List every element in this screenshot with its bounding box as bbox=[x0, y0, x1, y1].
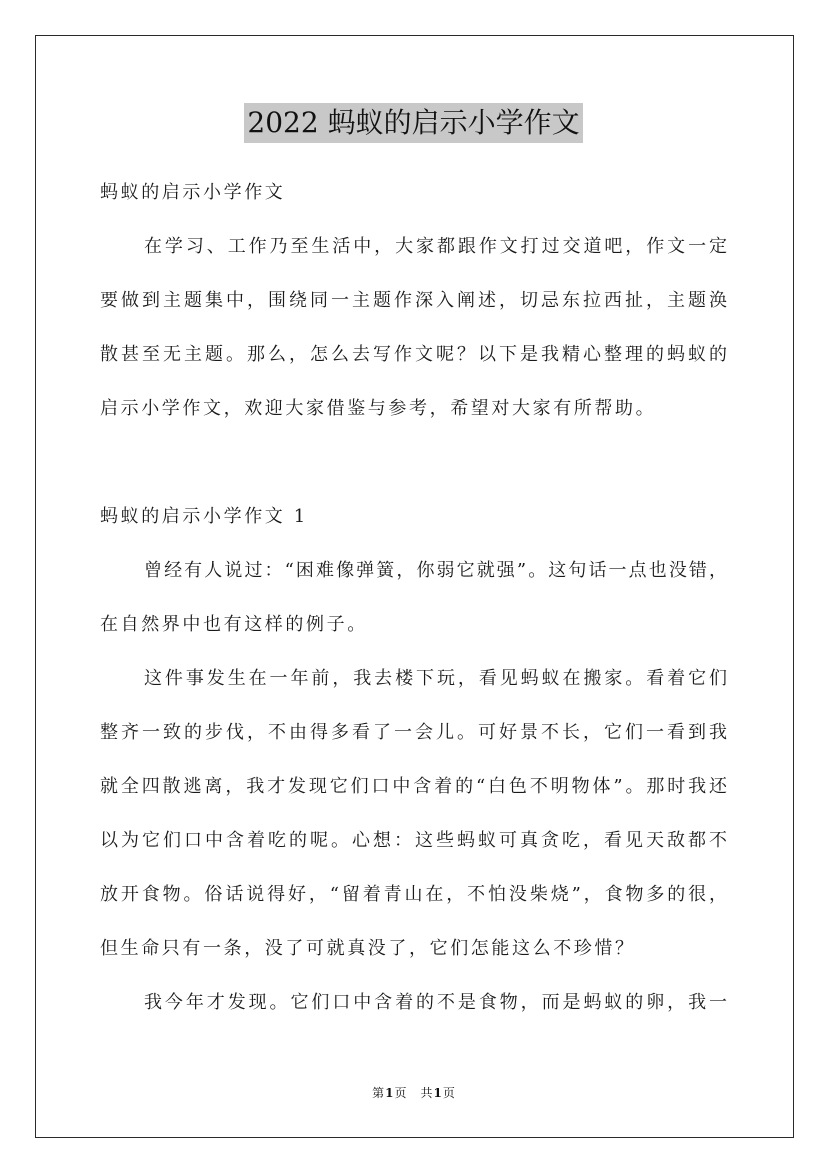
essay-heading: 蚂蚁的启示小学作文 1 bbox=[100, 506, 308, 527]
paragraph-line: 这件事发生在一年前，我去楼下玩，看见蚂蚁在搬家。看着它们 bbox=[144, 668, 727, 689]
paragraph-line: 整齐一致的步伐，不由得多看了一会儿。可好景不长，它们一看到我 bbox=[100, 722, 727, 743]
paragraph-line: 启示小学作文，欢迎大家借鉴与参考，希望对大家有所帮助。 bbox=[100, 398, 657, 419]
page-number-total: 1 bbox=[433, 1086, 442, 1100]
page-footer bbox=[0, 1084, 827, 1102]
page-number-current: 1 bbox=[385, 1086, 394, 1100]
intro-paragraph bbox=[100, 220, 727, 436]
paragraph-line: 在学习、工作乃至生活中，大家都跟作文打过交道吧，作文一定 bbox=[144, 236, 727, 257]
paragraph-line: 就全四散逃离，我才发现它们口中含着的“白色不明物体”。那时我还 bbox=[100, 776, 727, 797]
blank-line bbox=[100, 436, 727, 490]
document-title: 2022 蚂蚁的启示小学作文 bbox=[244, 103, 582, 143]
paragraph-line: 要做到主题集中，围绕同一主题作深入阐述，切忌东拉西扯，主题涣 bbox=[100, 290, 727, 311]
document-subtitle: 蚂蚁的启示小学作文 bbox=[100, 182, 286, 203]
paragraph-line: 以为它们口中含着吃的呢。心想：这些蚂蚁可真贪吃，看见天敌都不 bbox=[100, 830, 727, 851]
paragraph-line: 但生命只有一条，没了可就真没了，它们怎能这么不珍惜？ bbox=[100, 938, 636, 959]
essay-paragraph bbox=[100, 544, 727, 652]
page-suffix: 页 bbox=[394, 1086, 407, 1100]
document-body bbox=[100, 166, 727, 1030]
title-row bbox=[0, 103, 827, 143]
paragraph-line: 散甚至无主题。那么，怎么去写作文呢？以下是我精心整理的蚂蚁的 bbox=[100, 344, 727, 365]
total-prefix: 共 bbox=[420, 1086, 433, 1100]
paragraph-line: 我今年才发现。它们口中含着的不是食物，而是蚂蚁的卵，我一 bbox=[144, 992, 727, 1013]
paragraph-line: 在自然界中也有这样的例子。 bbox=[100, 614, 368, 635]
paragraph-line: 放开食物。俗话说得好，“留着青山在，不怕没柴烧”，食物多的很， bbox=[100, 884, 727, 905]
total-suffix: 页 bbox=[442, 1086, 455, 1100]
page-prefix: 第 bbox=[372, 1086, 385, 1100]
paragraph-line: 曾经有人说过：“困难像弹簧，你弱它就强”。这句话一点也没错， bbox=[144, 560, 727, 581]
essay-paragraph bbox=[100, 976, 727, 1030]
essay-paragraph bbox=[100, 652, 727, 976]
